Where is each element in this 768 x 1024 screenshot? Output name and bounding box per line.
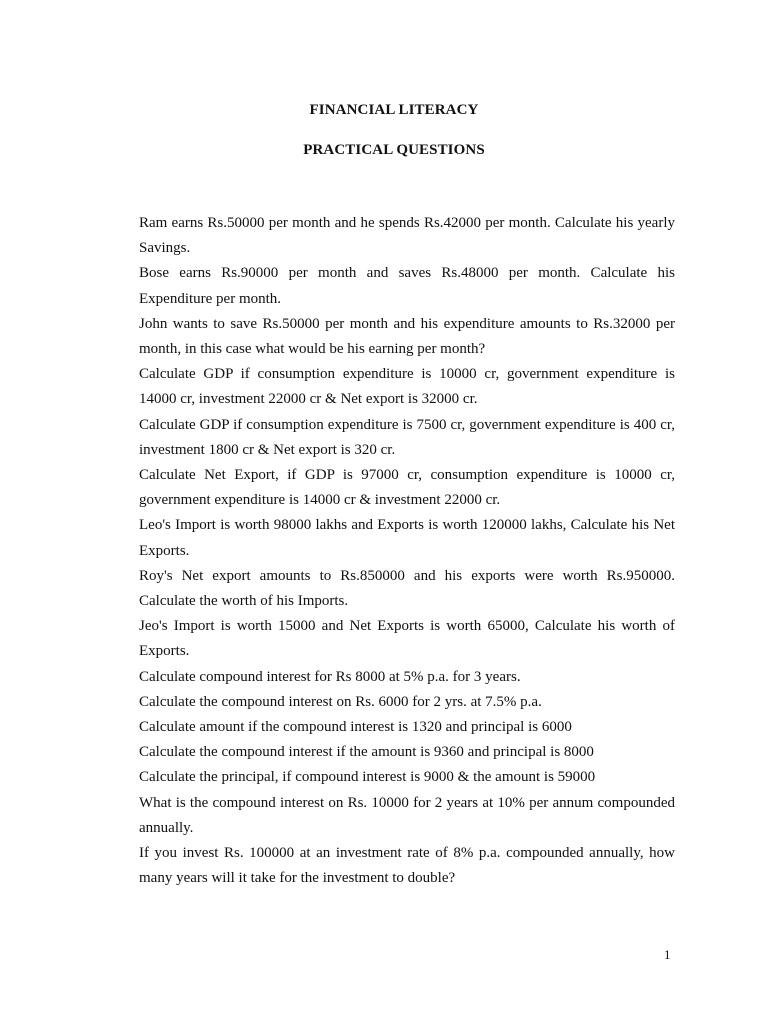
question-item: Bose earns Rs.90000 per month and saves Rs.48000 per month. Calculate his Expenditure per month.	[139, 265, 675, 307]
question-item: Leo's Import is worth 98000 lakhs and Exports is worth 120000 lakhs, Calculate his Net Exports.	[139, 517, 675, 559]
question-item: Calculate GDP if consumption expenditure is 7500 cr, government expenditure is 400 cr, investment 1800 cr & Net export is 320 cr.	[139, 416, 675, 458]
question-item: John wants to save Rs.50000 per month and his expenditure amounts to Rs.32000 per month, in this case what would be his earning per month?	[139, 315, 675, 358]
question-item: What is the compound interest on Rs. 10000 for 2 years at 10% per annum compounded annually.	[139, 794, 675, 836]
question-item: Calculate amount if the compound interest is 1320 and principal is 6000	[139, 719, 572, 736]
page-number: 1	[664, 947, 671, 962]
question-item: If you invest Rs. 100000 at an investment rate of 8% p.a. compounded annually, how many years will it take for the investment to double?	[139, 845, 675, 887]
document-subtitle: PRACTICAL QUESTIONS	[303, 142, 485, 158]
question-item: Calculate the compound interest on Rs. 6000 for 2 yrs. at 7.5% p.a.	[139, 693, 542, 710]
question-item: Calculate GDP if consumption expenditure is 10000 cr, government expenditure is 14000 cr, investment 22000 cr & Net export is 32000 cr.	[139, 366, 675, 408]
question-item: Calculate compound interest for Rs 8000 at 5% p.a. for 3 years.	[139, 668, 521, 685]
document-title: FINANCIAL LITERACY	[309, 102, 479, 118]
question-item: Roy's Net export amounts to Rs.850000 and his exports were worth Rs.950000. Calculate the worth of his Imports.	[139, 567, 675, 610]
question-item: Ram earns Rs.50000 per month and he spends Rs.42000 per month. Calculate his yearly Savings.	[139, 215, 675, 257]
question-item: Calculate the principal, if compound interest is 9000 & the amount is 59000	[139, 769, 596, 786]
question-item: Calculate the compound interest if the amount is 9360 and principal is 8000	[139, 744, 594, 761]
question-item: Calculate Net Export, if GDP is 97000 cr, consumption expenditure is 10000 cr, government expenditure is 14000 cr & investment 22000 cr.	[139, 467, 675, 509]
question-item: Jeo's Import is worth 15000 and Net Exports is worth 65000, Calculate his worth of Exports.	[139, 618, 675, 660]
question-list	[139, 211, 675, 891]
